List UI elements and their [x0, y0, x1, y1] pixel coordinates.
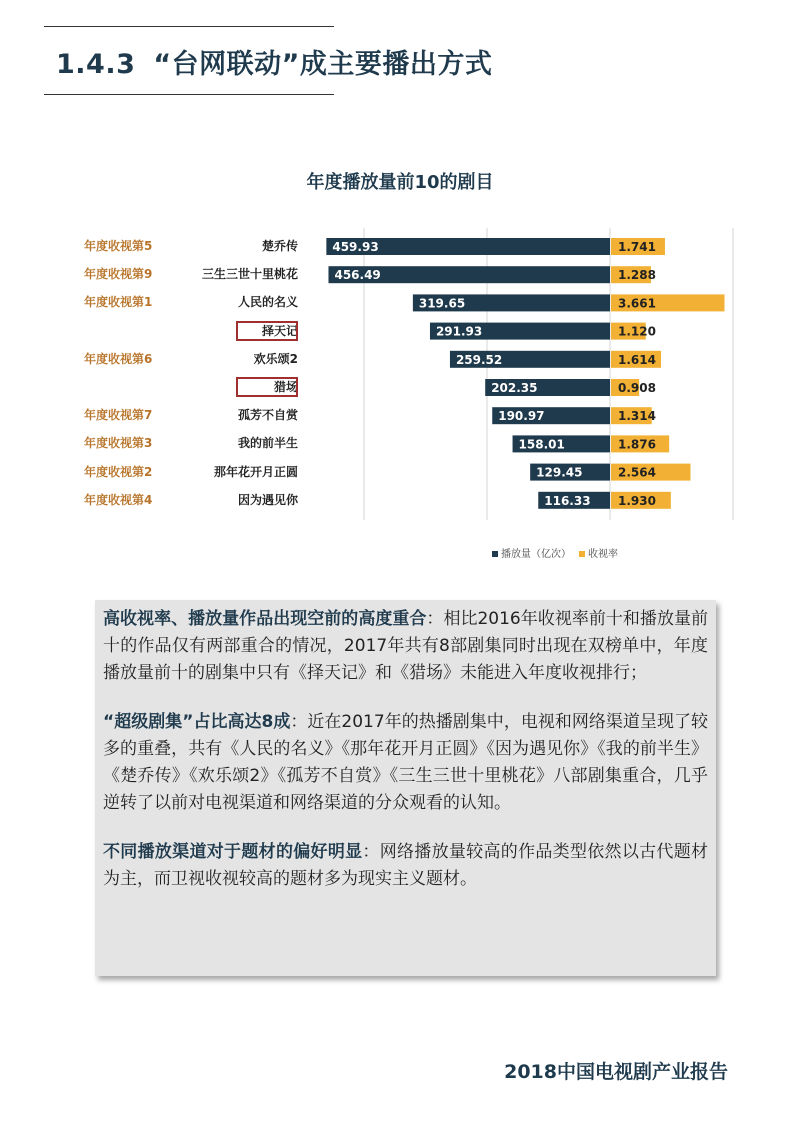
header-bottom-rule [44, 94, 334, 95]
legend-swatch-rating [579, 551, 585, 557]
views-value-label: 202.35 [491, 381, 538, 395]
legend-item-rating [579, 545, 618, 560]
views-value-label: 291.93 [435, 324, 483, 339]
show-name-label: 择天记 [261, 323, 298, 338]
rating-value-label: 1.930 [618, 493, 656, 508]
summary-heading-3: 不同播放渠道对于题材的偏好明显 [103, 842, 363, 862]
rating-rank-label: 年度收视第2 [84, 464, 153, 479]
summary-heading-2: “超级剧集”占比高达8成 [103, 712, 291, 732]
summary-text-2: ：近在2017年的热播剧集中，电视和网络渠道呈现了较多的重叠，共有《人民的名义》《那年花开月正圆》《因为遇见你》《我的前半生》《楚乔传》《欢乐颂2》《孤芳不自赏》《三生三世十里桃花》八部剧集重合，几乎逆转了以前对电视渠道和网络渠道的分众观看的认知。 [103, 712, 708, 813]
section-number: 1.4.3 [56, 49, 136, 80]
summary-box [95, 600, 716, 976]
summary-paragraph-2 [103, 709, 708, 817]
views-value-label: 190.97 [498, 409, 545, 424]
rating-value-label: 2.564 [618, 465, 656, 480]
rating-rank-label: 年度收视第7 [84, 408, 153, 423]
legend-label-views: 播放量（亿次） [501, 549, 571, 560]
rating-value-label: 1.314 [618, 409, 656, 424]
legend-item-views [492, 545, 571, 560]
show-name-label: 人民的名义 [237, 295, 298, 310]
rating-rank-label: 年度收视第1 [84, 295, 153, 310]
header-top-rule [44, 26, 334, 27]
summary-text-1: ：相比2016年收视率前十和播放量前十的作品仅有两部重合的情况，2017年共有8部剧集同时出现在双榜单中，年度播放量前十的剧集中只有《择天记》和《猎场》未能进入年度收视排行； [103, 609, 708, 683]
rating-value-label: 0.908 [618, 381, 656, 395]
show-name-label: 我的前半生 [237, 436, 298, 451]
chart-legend [492, 545, 626, 560]
views-value-label: 116.33 [544, 493, 591, 508]
views-value-label: 319.65 [418, 296, 466, 311]
chart-area [0, 220, 794, 520]
views-value-label: 456.49 [334, 268, 381, 283]
rating-value-label: 1.120 [618, 324, 656, 339]
rating-value-label: 1.288 [618, 268, 656, 283]
legend-swatch-views [492, 551, 498, 557]
chart-title: 年度播放量前10的剧目 [306, 172, 494, 193]
show-name-label: 猎场 [273, 380, 298, 394]
rating-rank-label: 年度收视第5 [84, 239, 153, 253]
summary-text-3: ：网络播放量较高的作品类型依然以古代题材为主，而卫视收视较高的题材多为现实主义题材。 [103, 842, 709, 889]
show-name-label: 楚乔传 [261, 239, 298, 253]
report-title: 2018中国电视剧产业报告 [504, 1061, 728, 1083]
views-value-label: 459.93 [332, 240, 379, 254]
rating-value-label: 1.741 [618, 240, 656, 254]
rating-rank-label: 年度收视第9 [84, 267, 153, 282]
views-value-label: 129.45 [536, 465, 583, 480]
summary-paragraph-3 [103, 839, 708, 893]
highlight-box [236, 321, 298, 341]
summary-heading-1: 高收视率、播放量作品出现空前的高度重合 [103, 609, 427, 629]
rating-value-label: 1.876 [618, 437, 656, 452]
show-name-label: 那年花开月正圆 [213, 464, 298, 479]
rating-value-label: 1.614 [618, 352, 656, 367]
show-name-label: 因为遇见你 [237, 492, 298, 507]
rating-value-label: 3.661 [618, 296, 656, 311]
highlight-box [236, 377, 298, 397]
section-heading [56, 42, 492, 81]
views-value-label: 259.52 [455, 352, 503, 367]
legend-label-rating: 收视率 [588, 549, 618, 560]
rating-rank-label: 年度收视第3 [84, 436, 153, 451]
show-name-label: 三生三世十里桃花 [201, 267, 298, 282]
show-name-label: 孤芳不自赏 [237, 408, 298, 423]
views-value-label: 158.01 [518, 437, 565, 452]
section-title: “台网联动”成主要播出方式 [153, 49, 493, 80]
show-name-label: 欢乐颂2 [253, 351, 298, 366]
rating-rank-label: 年度收视第4 [84, 492, 153, 507]
summary-paragraph-1 [103, 606, 708, 687]
rating-rank-label: 年度收视第6 [84, 351, 153, 366]
